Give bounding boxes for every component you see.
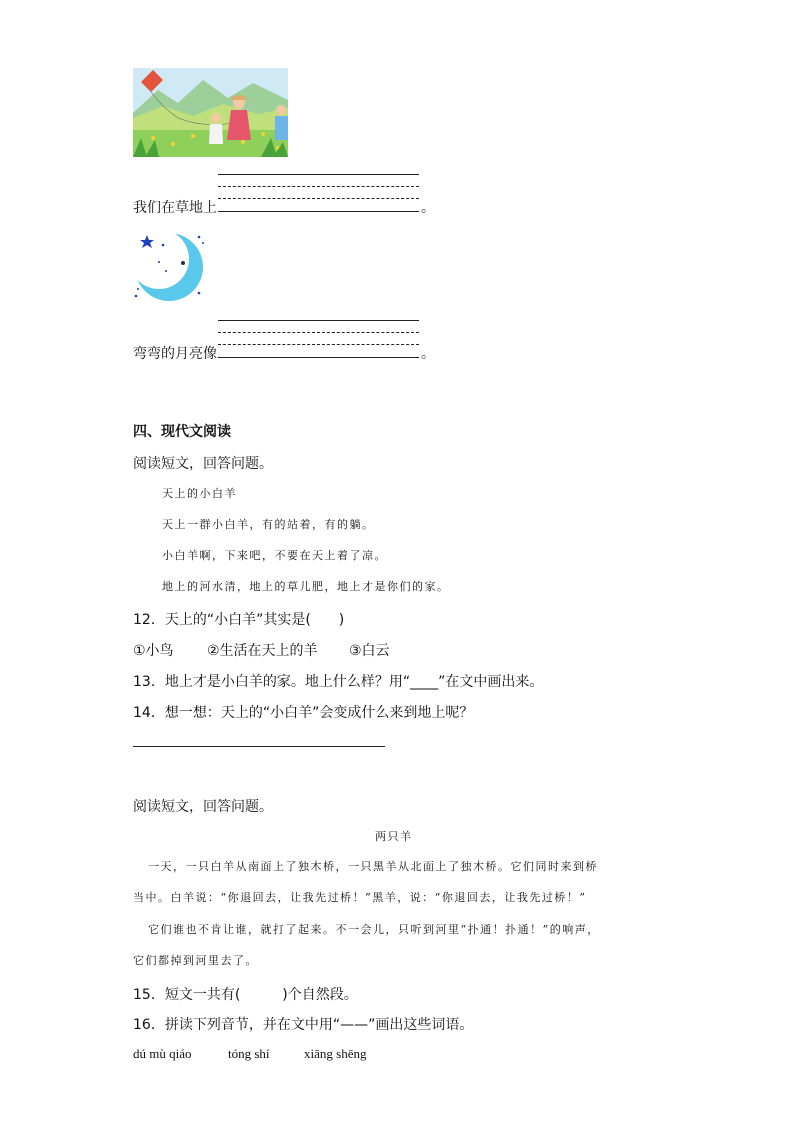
question-14: 14．想一想：天上的“小白羊”会变成什么来到地上呢？	[133, 705, 474, 721]
passage1-intro: 阅读短文，回答问题。	[133, 456, 273, 472]
passage1-line: 天上一群小白羊，有的站着，有的躺。	[162, 518, 375, 531]
passage2-line: 当中。白羊说：“你退回去，让我先过桥！”黑羊，说：“你退回去，让我先过桥！”	[133, 891, 587, 904]
q12-option-2[interactable]: ②生活在天上的羊	[207, 643, 318, 659]
q12-option-3[interactable]: ③白云	[349, 643, 390, 659]
answer-line[interactable]	[218, 198, 419, 199]
pinyin-word: dú mù qiáo	[133, 1046, 192, 1061]
item1-prefix: 我们在草地上	[133, 200, 217, 216]
section-heading: 四、现代文阅读	[133, 424, 231, 440]
pinyin-word: xiāng shēng	[304, 1046, 367, 1061]
crescent-moon-image	[133, 229, 208, 304]
question-12: 12．天上的“小白羊”其实是( )	[133, 612, 345, 628]
q12-option-1[interactable]: ①小鸟	[133, 643, 174, 659]
question-13: 13．地上才是小白羊的家。地上什么样？用“____”在文中画出来。	[133, 674, 544, 690]
passage2-line: 一天，一只白羊从南面上了独木桥，一只黑羊从北面上了独木桥。它们同时来到桥	[148, 860, 598, 873]
passage1-line: 地上的河水清，地上的草儿肥，地上才是你们的家。	[162, 580, 450, 593]
question-16: 16．拼读下列音节，并在文中用“——”画出这些词语。	[133, 1017, 474, 1033]
answer-line[interactable]	[218, 211, 419, 212]
q14-answer-line[interactable]	[133, 746, 385, 747]
item2-prefix: 弯弯的月亮像	[133, 346, 217, 362]
item2-suffix: 。	[421, 346, 435, 362]
item1-suffix: 。	[421, 200, 435, 216]
passage2-line: 它们谁也不肯让谁，就打了起来。不一会儿，只听到河里“扑通！扑通！”的响声，	[148, 923, 600, 936]
answer-line[interactable]	[218, 186, 419, 187]
pinyin-word: tóng shí	[228, 1046, 270, 1061]
answer-line[interactable]	[218, 332, 419, 333]
passage2-line: 它们都掉到河里去了。	[133, 954, 258, 967]
answer-line[interactable]	[218, 320, 419, 321]
passage1-line: 小白羊啊，下来吧，不要在天上着了凉。	[162, 549, 387, 562]
kite-flying-image	[133, 68, 288, 157]
answer-line[interactable]	[218, 357, 419, 358]
question-15: 15．短文一共有( )个自然段。	[133, 987, 358, 1003]
answer-line[interactable]	[218, 344, 419, 345]
passage1-title: 天上的小白羊	[162, 487, 237, 500]
passage2-intro: 阅读短文，回答问题。	[133, 799, 273, 815]
answer-line[interactable]	[218, 174, 419, 175]
passage2-title: 两只羊	[375, 830, 413, 843]
